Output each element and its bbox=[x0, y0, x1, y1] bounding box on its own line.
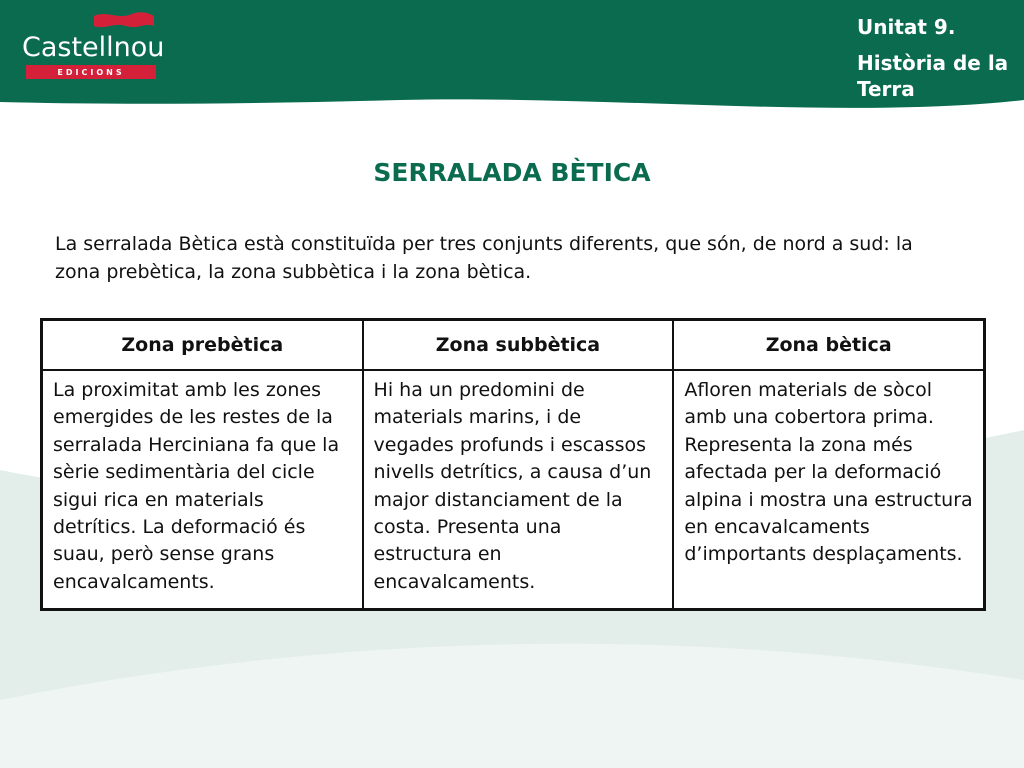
header-prebetica: Zona prebètica bbox=[42, 320, 363, 371]
flag-icon bbox=[92, 10, 156, 32]
page-title: SERRALADA BÈTICA bbox=[373, 158, 651, 187]
unit-label bbox=[857, 14, 1017, 102]
cell-betica: Afloren materials de sòcol amb una cobertora prima. Representa la zona més afectada per la deformació alpina i mostra una estructura en encavalcaments d’importants desplaçaments. bbox=[673, 370, 984, 610]
intro-paragraph: La serralada Bètica està constituïda per tres conjunts diferents, que són, de nord a sud: la zona prebètica, la zona subbètica i la zona bètica. bbox=[55, 233, 913, 283]
logo-name: Castellnou bbox=[22, 32, 165, 63]
table-row bbox=[42, 370, 985, 610]
castellnou-logo bbox=[22, 10, 165, 80]
unit-number: Unitat 9. bbox=[857, 15, 956, 39]
header-betica: Zona bètica bbox=[673, 320, 984, 371]
unit-topic: Història de la Terra bbox=[857, 51, 1009, 101]
table-header-row bbox=[42, 320, 985, 371]
cell-subbetica: Hi ha un predomini de materials marins, i de vegades profunds i escassos nivells detrítics, a causa d’un major distanciament de la costa. Presenta una estructura en encavalcaments. bbox=[363, 370, 674, 610]
header-subbetica: Zona subbètica bbox=[363, 320, 674, 371]
cell-prebetica: La proximitat amb les zones emergides de les restes de la serralada Herciniana fa que la sèrie sedimentària del cicle sigui rica en materials detrítics. La deformació és suau, però sense grans encavalcaments. bbox=[42, 370, 363, 610]
logo-subtitle: EDICIONS bbox=[26, 65, 156, 79]
zones-table bbox=[40, 318, 986, 611]
